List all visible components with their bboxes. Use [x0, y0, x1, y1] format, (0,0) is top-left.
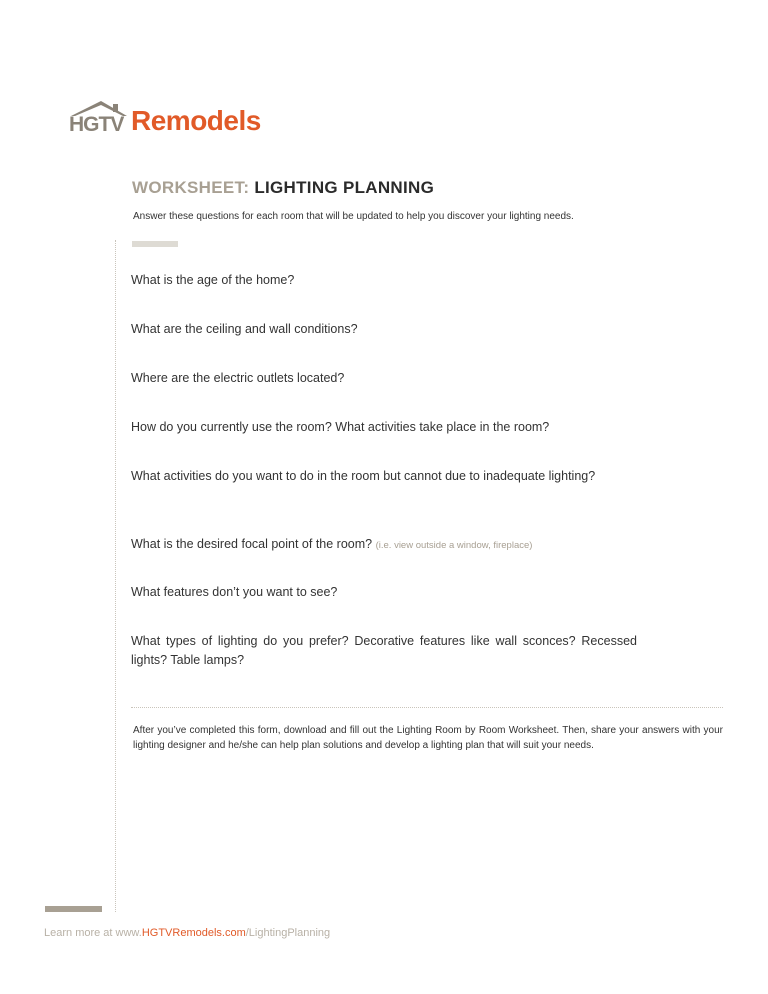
footer-prefix: Learn more at www. [44, 927, 142, 939]
footer-brand[interactable]: HGTVRemodels.com [141, 927, 246, 939]
logo-remodels-text: Remodels [131, 105, 261, 136]
title-main: LIGHTING PLANNING [254, 178, 435, 197]
page-title [132, 178, 434, 198]
question-item [131, 271, 637, 290]
question-hint: (i.e. view outside a window, fireplace) [375, 540, 533, 551]
question-text: Where are the electric outlets located? [131, 371, 345, 385]
title-prefix: WORKSHEET: [132, 178, 250, 197]
question-text: How do you currently use the room? What activities take place in the room? [131, 420, 550, 434]
bottom-accent-bar [45, 906, 102, 912]
question-item [131, 418, 637, 437]
question-item [131, 632, 637, 670]
hgtv-remodels-logo [69, 100, 261, 136]
footer-suffix: /LightingPlanning [245, 927, 331, 939]
question-text: What activities do you want to do in the room but cannot due to inadequate lighting? [131, 469, 596, 483]
section-divider [131, 707, 723, 708]
left-dotted-rule [115, 240, 116, 912]
question-item [131, 535, 637, 555]
question-text: What is the desired focal point of the room? [131, 537, 373, 551]
question-item [131, 320, 637, 339]
top-accent-bar [132, 241, 178, 247]
question-item [131, 583, 637, 602]
closing-instructions: After you’ve completed this form, download and fill out the Lighting Room by Room Worksheet. Then, share your answers with your lighting designer and he/she can help plan solutions and develop a lighting plan that will suit your needs. [133, 725, 723, 751]
question-text: What features don’t you want to see? [131, 585, 338, 599]
question-item [131, 369, 637, 388]
intro-text: Answer these questions for each room that will be updated to help you discover your lighting needs. [133, 211, 574, 222]
footer-link[interactable] [44, 927, 330, 939]
question-text: What types of lighting do you prefer? Decorative features like wall sconces? Recessed lights? Table lamps? [131, 634, 637, 667]
question-text: What is the age of the home? [131, 273, 295, 287]
question-text: What are the ceiling and wall conditions? [131, 322, 358, 336]
question-item [131, 467, 637, 486]
logo-hgtv-text: HGTV [69, 113, 124, 136]
